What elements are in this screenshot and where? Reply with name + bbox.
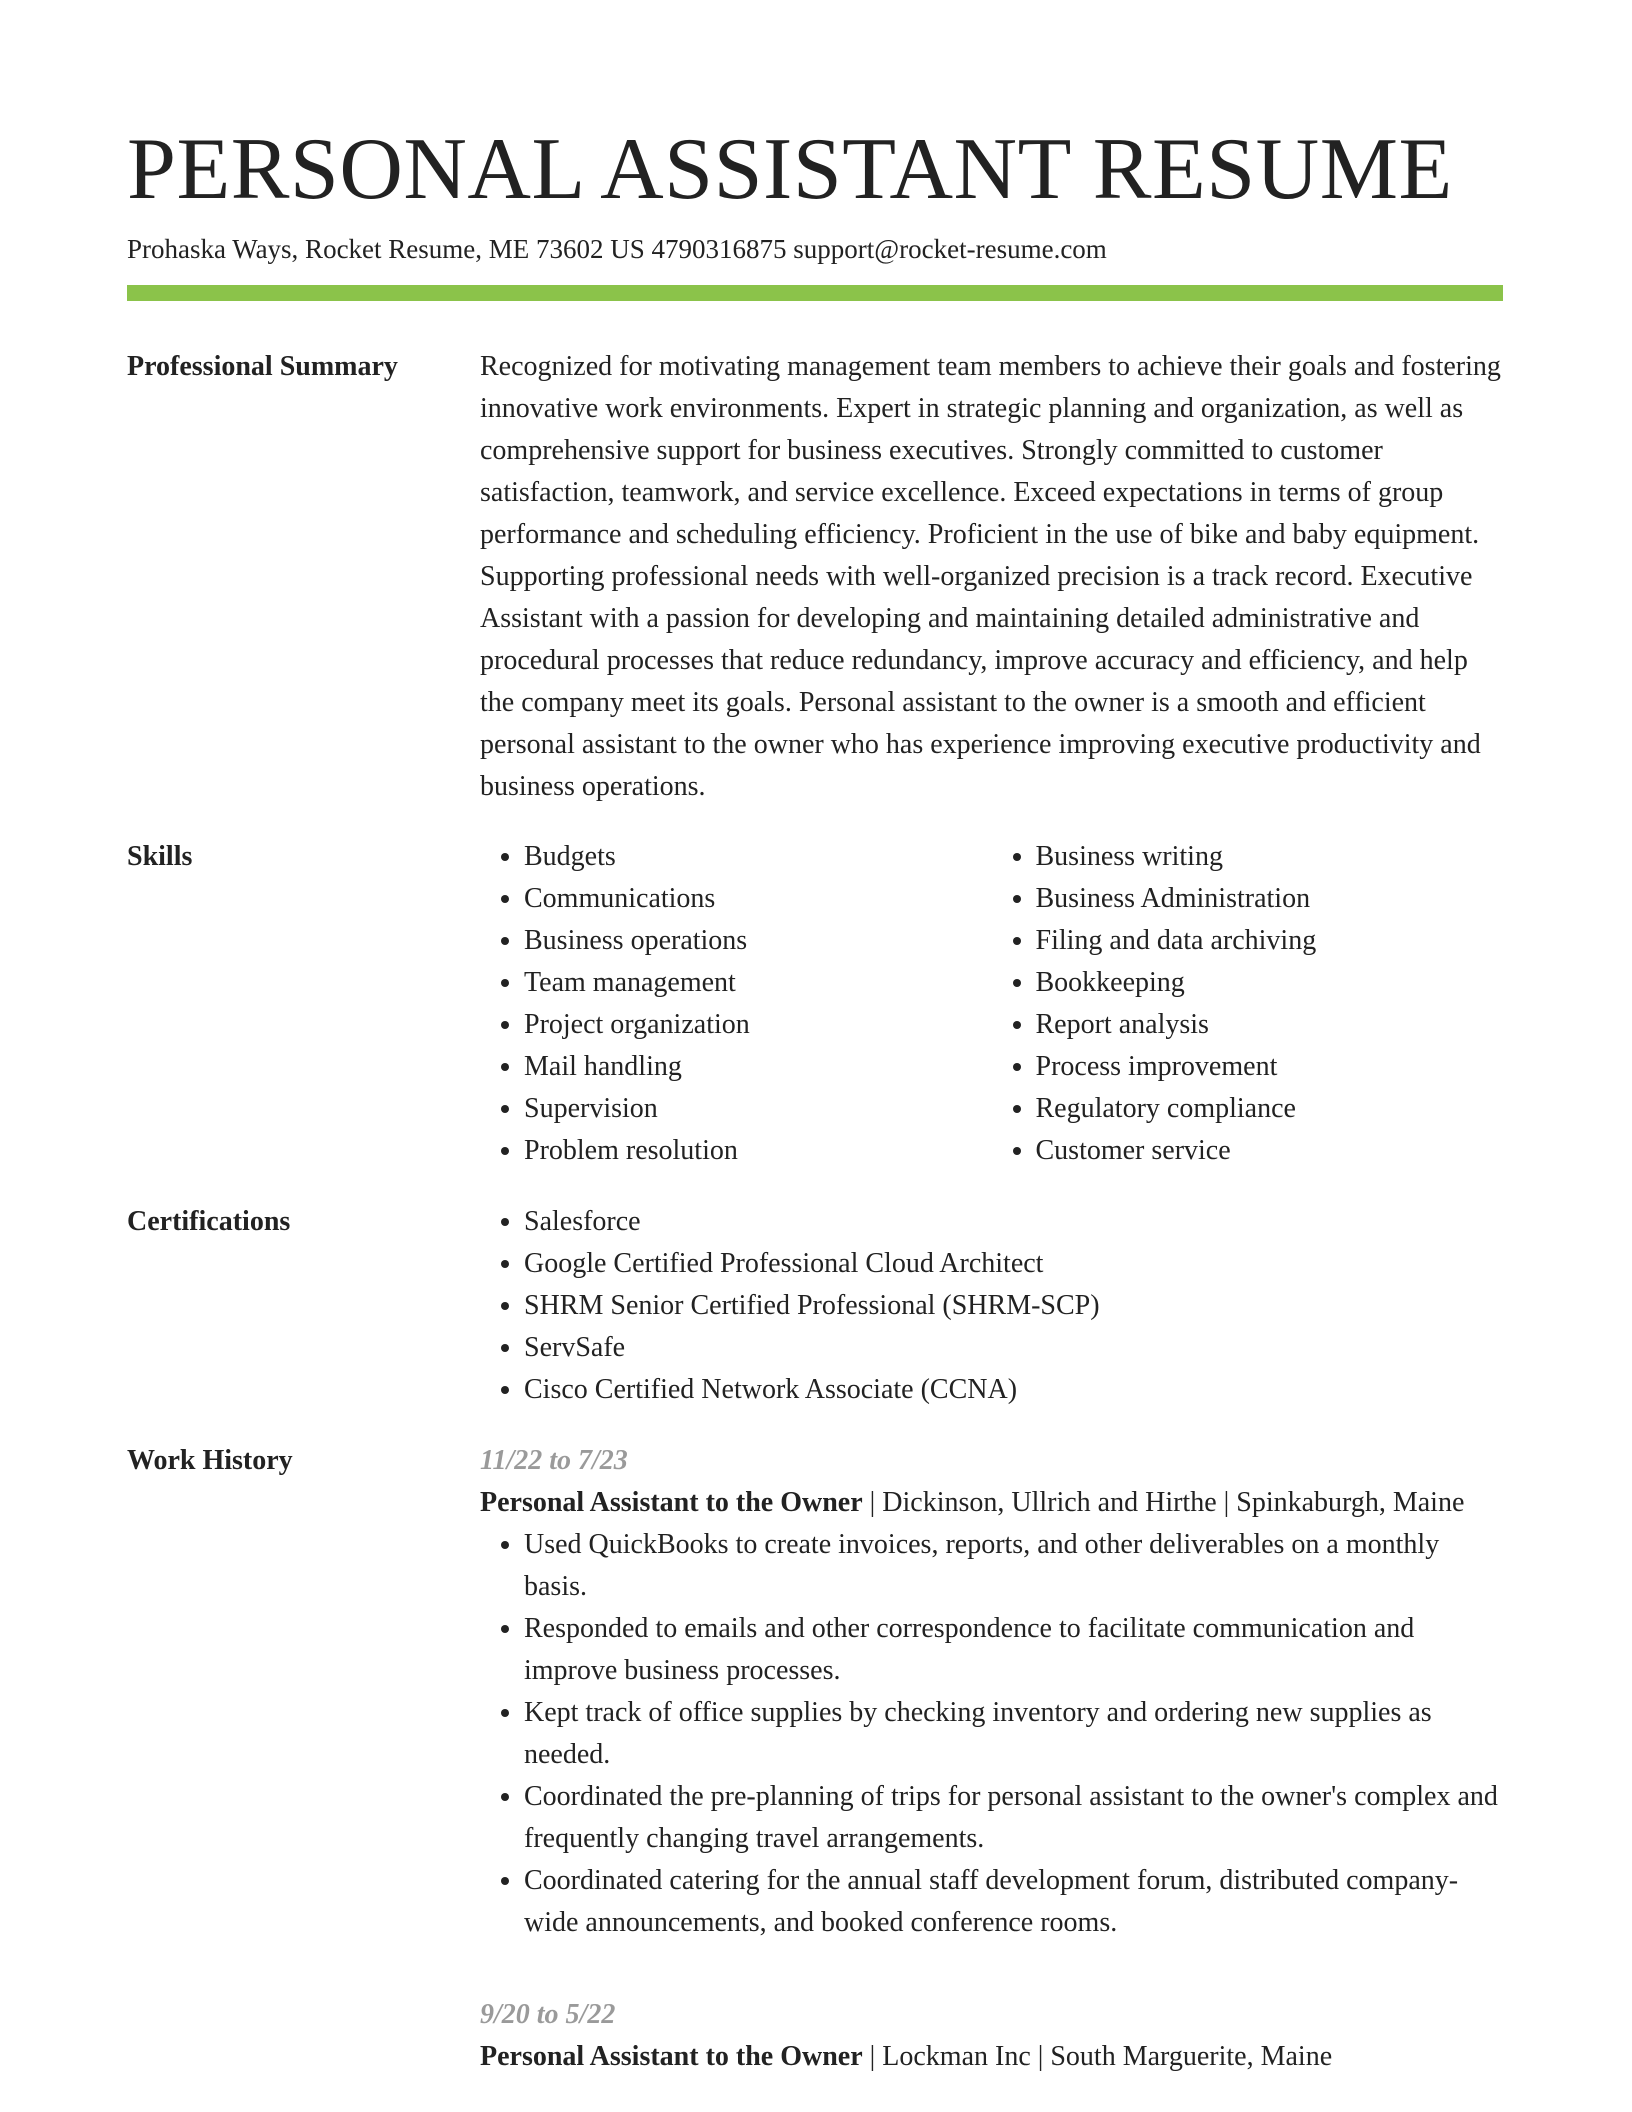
job-bullet: • Kept track of office supplies by checking inventory and ordering new supplies as needed. — [524, 1692, 1503, 1776]
job-bullets — [480, 1524, 1503, 1944]
skills-column-2 — [992, 836, 1460, 1172]
job-heading — [480, 1482, 1503, 1524]
skill-item: • Report analysis — [1036, 1004, 1460, 1046]
skills-body — [480, 836, 1503, 1172]
skill-item: • Business operations — [524, 920, 948, 962]
skill-item: • Process improvement — [1036, 1046, 1460, 1088]
skills-column-1 — [480, 836, 948, 1172]
certification-item: • Google Certified Professional Cloud Architect — [524, 1243, 1503, 1285]
certification-item: • Salesforce — [524, 1201, 1503, 1243]
skill-item: • Bookkeeping — [1036, 962, 1460, 1004]
job-bullet: • Coordinated catering for the annual staff development forum, distributed company-wide announcements, and booked conference rooms. — [524, 1860, 1503, 1944]
section-label-certifications: Certifications — [127, 1206, 291, 1237]
job-details: | Lockman Inc | South Marguerite, Maine — [862, 2041, 1333, 2072]
skill-item: • Problem resolution — [524, 1130, 948, 1172]
skill-item: • Regulatory compliance — [1036, 1088, 1460, 1130]
skill-item: • Business writing — [1036, 836, 1460, 878]
skill-item: • Mail handling — [524, 1046, 948, 1088]
skill-item: • Project organization — [524, 1004, 948, 1046]
skill-item: • Filing and data archiving — [1036, 920, 1460, 962]
job-title: Personal Assistant to the Owner — [480, 2041, 863, 2072]
skill-item: • Communications — [524, 878, 948, 920]
certifications-list — [480, 1201, 1503, 1411]
job-entry — [480, 1440, 1503, 1944]
contact-line: Prohaska Ways, Rocket Resume, ME 73602 US 4790316875 support@rocket-resume.com — [127, 234, 1107, 264]
certification-item: • Cisco Certified Network Associate (CCNA) — [524, 1369, 1503, 1411]
job-bullet: • Responded to emails and other correspondence to facilitate communication and improve business processes. — [524, 1608, 1503, 1692]
job-dates: 11/22 to 7/23 — [480, 1445, 628, 1476]
job-bullet: • Used QuickBooks to create invoices, reports, and other deliverables on a monthly basis. — [524, 1524, 1503, 1608]
job-entry — [480, 1994, 1503, 2078]
certifications-body — [480, 1201, 1503, 1411]
summary-text: Recognized for motivating management team members to achieve their goals and fostering innovative work environments. Expert in strategic planning and organization, as well as comprehensive support for business executives. Strongly committed to customer satisfaction, teamwork, and service excellence. Exceed expectations in terms of group performance and scheduling efficiency. Proficient in the use of bike and baby equipment. Supporting professional needs with well-organized precision is a track record. Executive Assistant with a passion for developing and maintaining detailed administrative and procedural processes that reduce redundancy, improve accuracy and efficiency, and help the company meet its goals. Personal assistant to the owner is a smooth and efficient personal assistant to the owner who has experience improving executive productivity and business operations. — [480, 351, 1501, 802]
summary-body — [480, 346, 1503, 808]
job-title: Personal Assistant to the Owner — [480, 1487, 863, 1518]
job-bullet: • Coordinated the pre-planning of trips for personal assistant to the owner's complex and frequently changing travel arrangements. — [524, 1776, 1503, 1860]
skill-item: • Team management — [524, 962, 948, 1004]
job-dates: 9/20 to 5/22 — [480, 1999, 616, 2030]
skill-item: • Budgets — [524, 836, 948, 878]
skill-item: • Customer service — [1036, 1130, 1460, 1172]
section-label-summary: Professional Summary — [127, 351, 398, 382]
work-history-body — [480, 1440, 1503, 2112]
skill-item: • Business Administration — [1036, 878, 1460, 920]
certification-item: • SHRM Senior Certified Professional (SHRM-SCP) — [524, 1285, 1503, 1327]
skill-item: • Supervision — [524, 1088, 948, 1130]
section-label-work-history: Work History — [127, 1445, 293, 1476]
job-details: | Dickinson, Ullrich and Hirthe | Spinkaburgh, Maine — [862, 1487, 1465, 1518]
certification-item: • ServSafe — [524, 1327, 1503, 1369]
job-heading — [480, 2036, 1503, 2078]
section-label-skills: Skills — [127, 841, 193, 872]
resume-title: PERSONAL ASSISTANT RESUME — [127, 121, 1453, 218]
header-divider — [127, 285, 1503, 301]
